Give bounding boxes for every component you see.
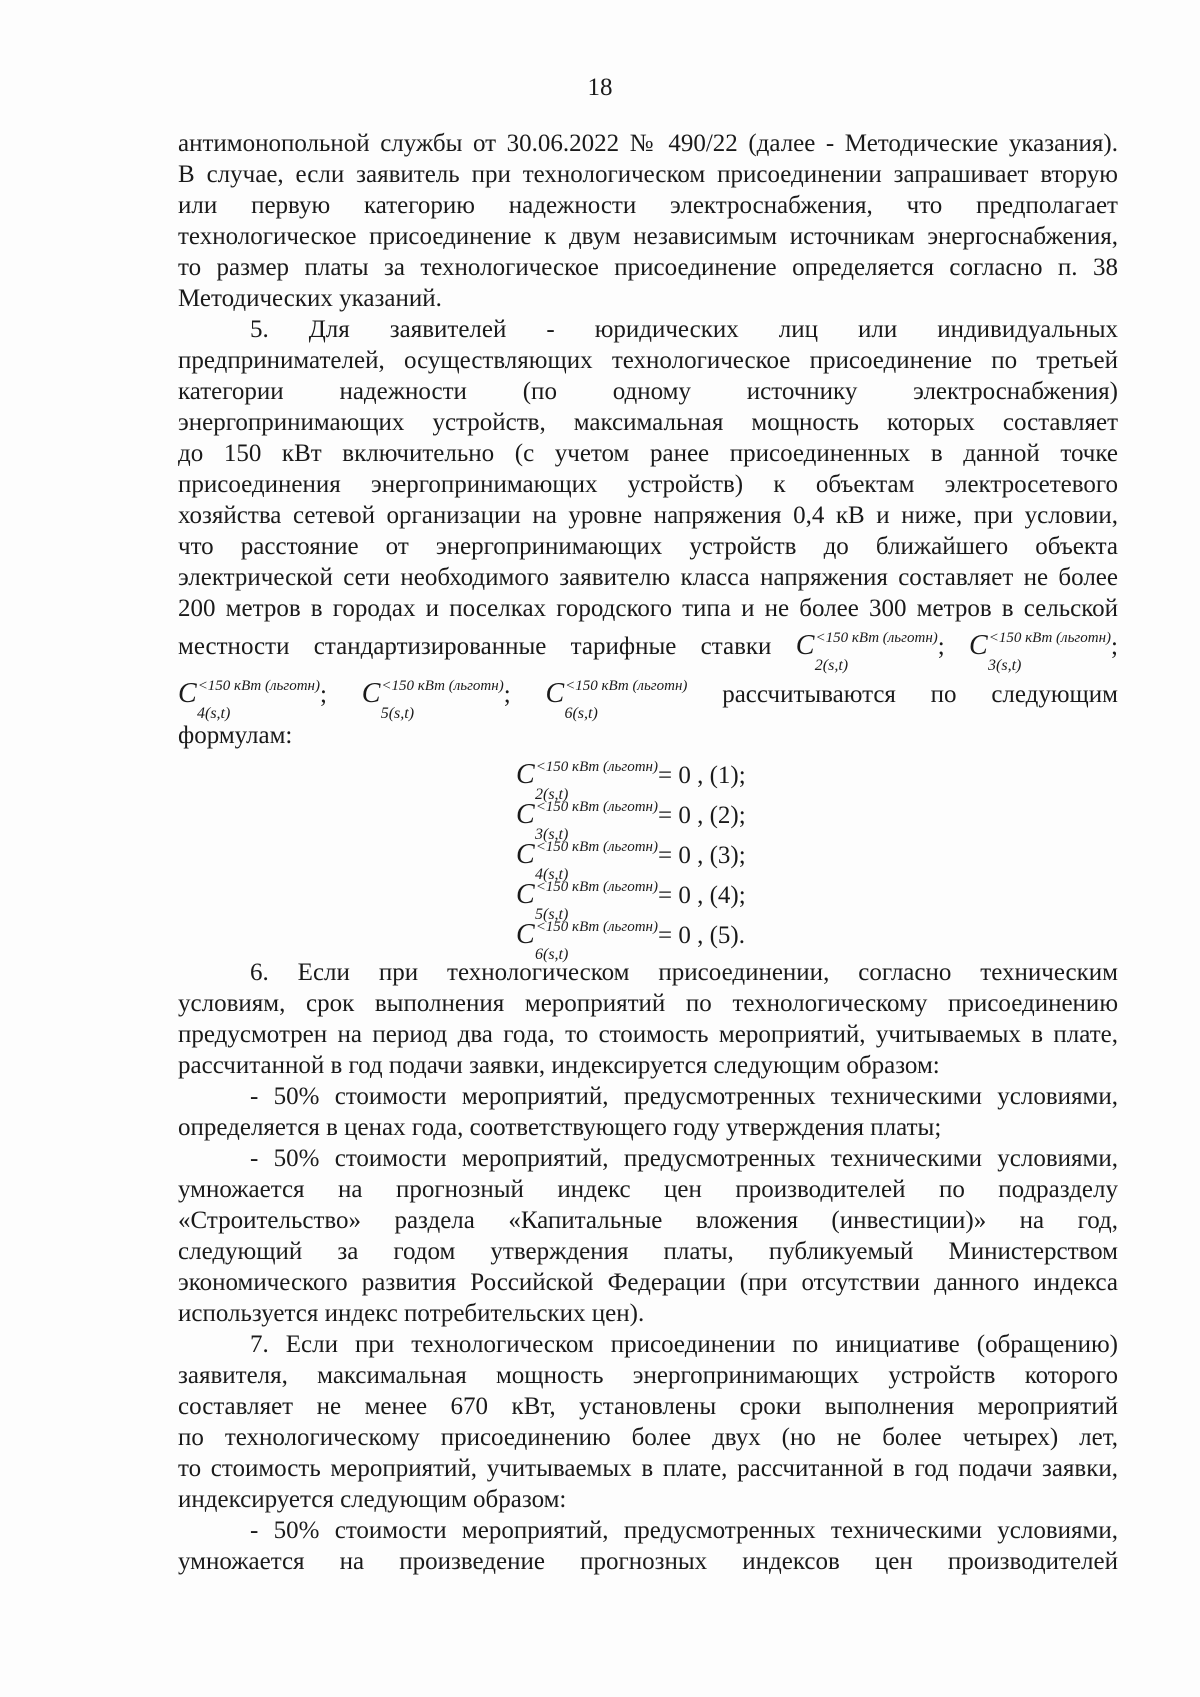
formula-block (178, 755, 1118, 963)
text-line: предусмотрен на период два года, то стоимость мероприятий, учитываемых в плате, (178, 1021, 1118, 1048)
page-number: 18 (587, 74, 613, 101)
formula-5: $C^{<150 кВт (льготн)}$ 6(s,t) = 0 , (5). (516, 919, 745, 963)
bullet-line: умножается на произведение прогнозных индексов цен производителей (178, 1548, 1118, 1575)
text-line: В случае, если заявитель при технологическом присоединении запрашивает вторую (178, 161, 1118, 188)
bullet-line: - 50% стоимости мероприятий, предусмотренных техническими условиями, (250, 1517, 1118, 1544)
text-line: или первую категорию надежности электроснабжения, что предполагает (178, 192, 1118, 219)
rates-line: местности стандартизированные тарифные ставки $C^{<150 кВт (льготн)}$ 2(s,t) ; $C^{<150 кВт (льготн)}$ 3(s,t) ; (178, 624, 1118, 672)
text-line: до 150 кВт включительно (с учетом ранее присоединенных в данной точке (178, 440, 1118, 467)
rate-symbol-c4: $C^{<150 кВт (льготн)}$ 4(s,t) (178, 678, 320, 722)
text-line: 200 метров в городах и поселках городского типа и не более 300 метров в сельской (178, 595, 1118, 622)
text-line: заявителя, максимальная мощность энергопринимающих устройств которого (178, 1362, 1118, 1389)
text-line: присоединения энергопринимающих устройств) к объектам электросетевого (178, 471, 1118, 498)
rate-symbol-c3: $C^{<150 кВт (льготн)}$ 3(s,t) (969, 630, 1112, 674)
bullet-line: «Строительство» раздела «Капитальные вложения (инвестиции)» на год, (178, 1207, 1118, 1234)
text-line: индексируется следующим образом: (178, 1486, 567, 1513)
text-line: условиям, срок выполнения мероприятий по технологическому присоединению (178, 990, 1118, 1017)
text-line: 7. Если при технологическом присоединении по инициативе (обращению) (250, 1331, 1118, 1358)
text-line: 5. Для заявителей - юридических лиц или индивидуальных (250, 316, 1118, 343)
bullet-line: определяется в ценах года, соответствующего году утверждения платы; (178, 1114, 942, 1141)
formula-4: $C^{<150 кВт (льготн)}$ 5(s,t) = 0 , (4); (516, 879, 746, 923)
bullet-line: - 50% стоимости мероприятий, предусмотренных техническими условиями, (250, 1145, 1118, 1172)
rate-symbol-c6: $C^{<150 кВт (льготн)}$ 6(s,t) (545, 678, 688, 722)
paragraph-6 (178, 957, 1118, 1329)
document-body (178, 128, 1118, 1577)
calc-text: рассчитываются по следующим (722, 681, 1118, 708)
formula-1: $C^{<150 кВт (льготн)}$ 2(s,t) = 0 , (1); (516, 759, 746, 803)
text-line: технологическое присоединение к двум независимым источникам энергоснабжения, (178, 223, 1118, 250)
text-line: 6. Если при технологическом присоединении, согласно техническим (250, 959, 1118, 986)
bullet-line: экономического развития Российской Федерации (при отсутствии данного индекса (178, 1269, 1118, 1296)
rates-intro: местности стандартизированные тарифные ставки (178, 633, 772, 660)
text-line: категории надежности (по одному источнику электроснабжения) (178, 378, 1118, 405)
formula-2: $C^{<150 кВт (льготн)}$ 3(s,t) = 0 , (2); (516, 799, 746, 843)
text-line: энергопринимающих устройств, максимальная мощность которых составляет (178, 409, 1118, 436)
bullet-line: - 50% стоимости мероприятий, предусмотренных техническими условиями, (250, 1083, 1118, 1110)
text-line: по технологическому присоединению более двух (но не более четырех) лет, (178, 1424, 1118, 1451)
text-line: антимонопольной службы от 30.06.2022 № 490/22 (далее - Методические указания). (178, 130, 1118, 157)
text-line: то стоимость мероприятий, учитываемых в плате, рассчитанной в год подачи заявки, (178, 1455, 1118, 1482)
text-line: хозяйства сетевой организации на уровне напряжения 0,4 кВ и ниже, при условии, (178, 502, 1118, 529)
paragraph-5 (178, 314, 1118, 963)
rates-line-2: $C^{<150 кВт (льготн)}$ 4(s,t) ; $C^{<150 кВт (льготн)}$ 5(s,t) ; $C^{<150 кВт (льготн)}$ 6(s,t) рассчитываются по следующим (178, 672, 1118, 720)
formula-3: $C^{<150 кВт (льготн)}$ 4(s,t) = 0 , (3); (516, 839, 746, 883)
text-line: предпринимателей, осуществляющих технологическое присоединение по третьей (178, 347, 1118, 374)
text-line: составляет не менее 670 кВт, установлены сроки выполнения мероприятий (178, 1393, 1118, 1420)
bullet-line: следующий за годом утверждения платы, публикуемый Министерством (178, 1238, 1118, 1265)
paragraph-7 (178, 1329, 1118, 1577)
rate-symbol-c2: $C^{<150 кВт (льготн)}$ 2(s,t) (795, 630, 938, 674)
text-line: Методических указаний. (178, 285, 442, 312)
text-line: формулам: (178, 722, 293, 749)
text-line: что расстояние от энергопринимающих устройств до ближайшего объекта (178, 533, 1118, 560)
paragraph-methodical (178, 128, 1118, 314)
text-line: электрической сети необходимого заявителю класса напряжения составляет не более (178, 564, 1118, 591)
rate-symbol-c5: $C^{<150 кВт (льготн)}$ 5(s,t) (361, 678, 504, 722)
text-line: рассчитанной в год подачи заявки, индексируется следующим образом: (178, 1052, 940, 1079)
bullet-line: умножается на прогнозный индекс цен производителей по подразделу (178, 1176, 1118, 1203)
bullet-line: используется индекс потребительских цен). (178, 1300, 645, 1327)
text-line: то размер платы за технологическое присоединение определяется согласно п. 38 (178, 254, 1118, 281)
